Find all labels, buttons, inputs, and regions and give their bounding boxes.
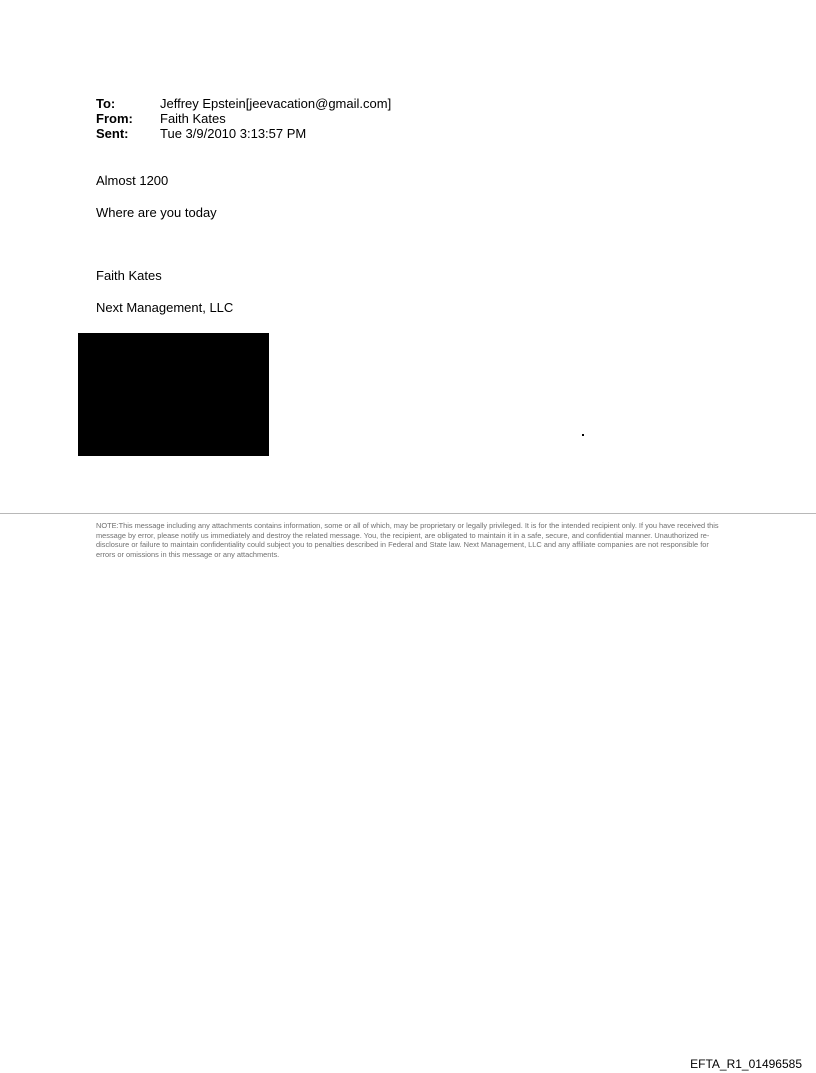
message-line-2: Where are you today	[96, 205, 217, 220]
to-label: To:	[96, 96, 116, 111]
signature-company: Next Management, LLC	[96, 300, 234, 315]
divider-line	[0, 513, 816, 514]
from-value: Faith Kates	[160, 111, 226, 126]
email-header	[96, 96, 391, 141]
sent-label: Sent:	[96, 126, 129, 141]
from-row	[96, 111, 391, 126]
message-line-1: Almost 1200	[96, 173, 169, 188]
from-label: From:	[96, 111, 133, 126]
signature-name: Faith Kates	[96, 268, 162, 283]
to-value: Jeffrey Epstein[jeevacation@gmail.com]	[160, 96, 392, 111]
document-id: EFTA_R1_01496585	[690, 1057, 802, 1071]
sent-row	[96, 126, 391, 141]
to-row	[96, 96, 391, 111]
redaction-block	[78, 333, 269, 456]
stray-mark	[582, 434, 584, 436]
legal-disclaimer: NOTE:This message including any attachments contains information, some or all of which, may be proprietary or legally privileged. It is for the intended recipient only. If you have received this message by error, please notify us immediately and destroy the related message. You, the recipient, are obligated to maintain it in a safe, secure, and confidential manner. Unauthorized re-disclosure or failure to maintain confidentiality could subject you to penalties described in Federal and State law. Next Management, LLC and any affiliate companies are not responsible for errors or omissions in this message or any attachments.	[96, 521, 719, 559]
sent-value: Tue 3/9/2010 3:13:57 PM	[160, 126, 307, 141]
